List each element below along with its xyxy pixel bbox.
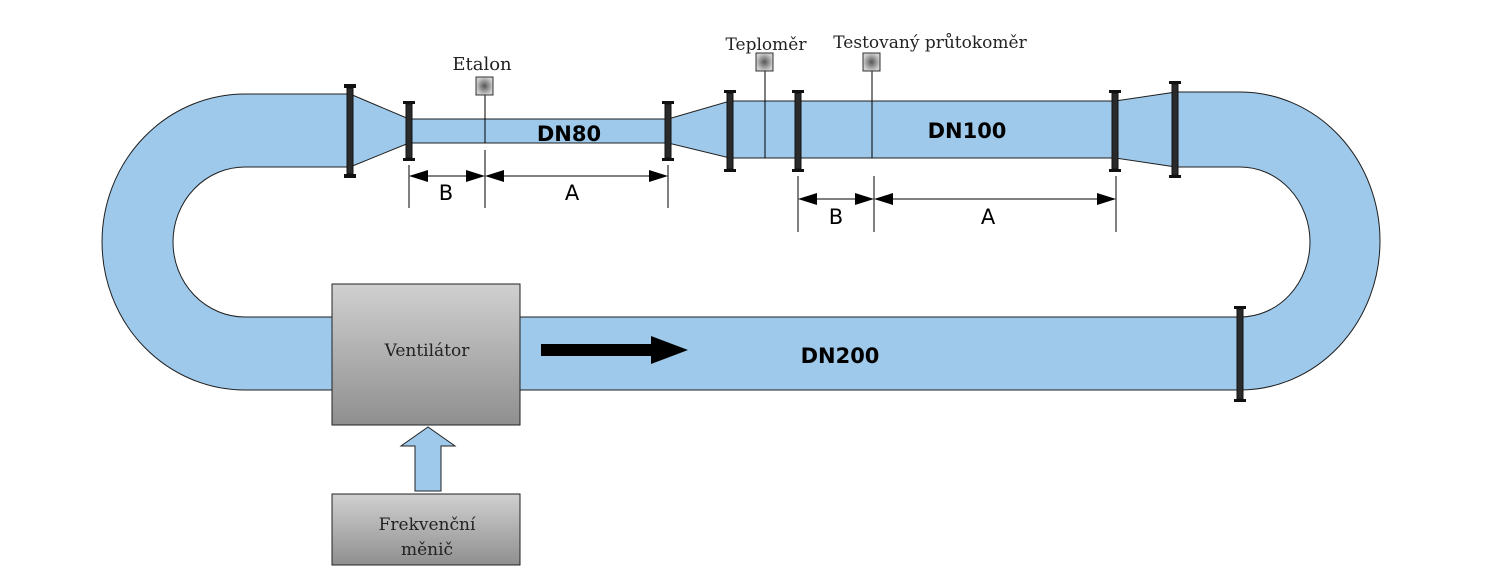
sensor-icon [756, 53, 773, 71]
reducer-left [350, 94, 409, 167]
left-bend-pipe [102, 94, 352, 390]
dim-b-dn80: B [438, 181, 454, 205]
teplomer-label: Teploměr [725, 35, 807, 55]
up-arrow-icon [401, 427, 455, 491]
dn200-label: DN200 [800, 344, 880, 368]
expander-dn80-dn100 [668, 101, 730, 158]
dim-a-dn80: A [564, 181, 580, 205]
expander-right [1115, 92, 1176, 167]
sensor-icon [863, 53, 880, 71]
dn100-pipe [730, 101, 1115, 158]
dim-b-dn100: B [828, 205, 844, 229]
dim-a-dn100: A [980, 205, 996, 229]
dn80-label: DN80 [536, 122, 602, 146]
sensor-icon [476, 77, 493, 95]
menic-label-line2: měnič [400, 540, 454, 560]
dimension-dn100 [798, 176, 1116, 232]
menic-label-line1: Frekvenční [378, 515, 476, 535]
ventilator-label: Ventilátor [384, 341, 470, 361]
testovany-label: Testovaný průtokoměr [833, 33, 1027, 53]
etalon-label: Etalon [452, 54, 512, 75]
dn100-label: DN100 [927, 119, 1007, 143]
